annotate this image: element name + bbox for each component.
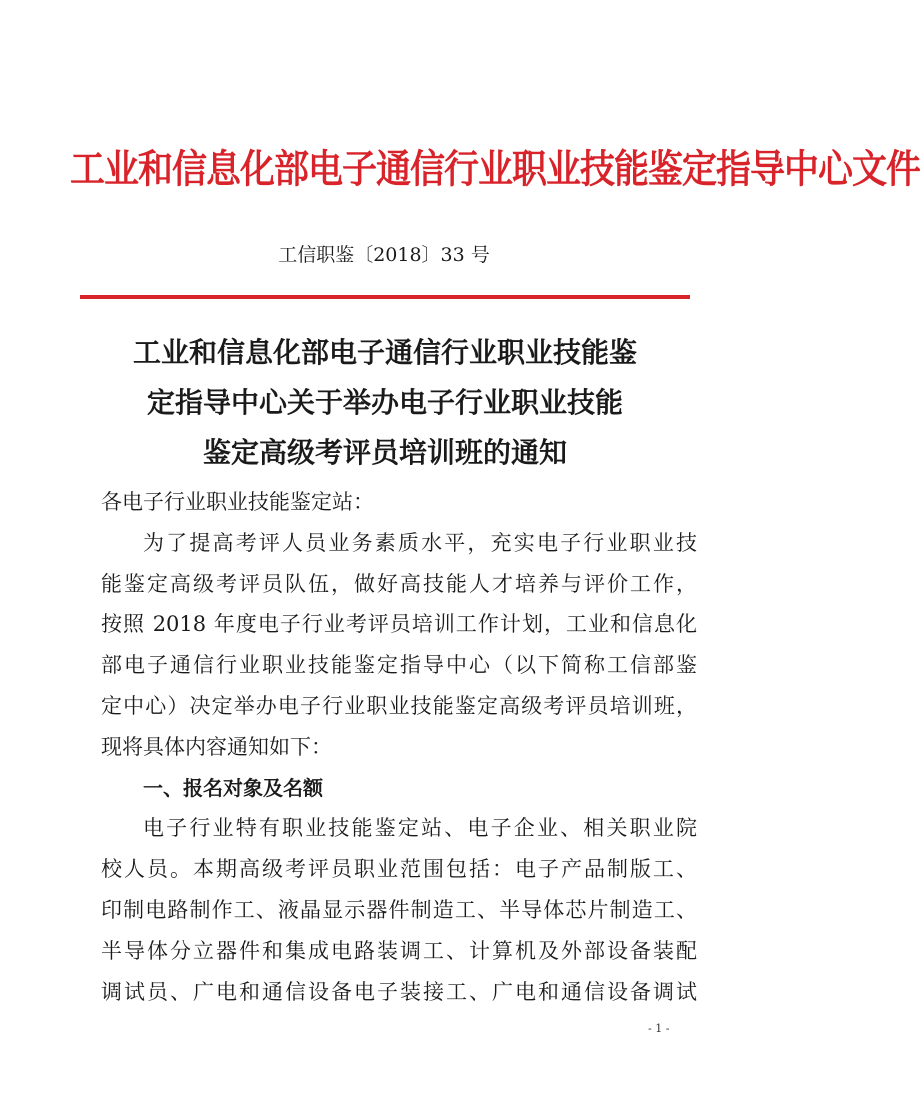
issuing-office-header: 工业和信息化部电子通信行业职业技能鉴定指导中心文件 — [70, 146, 920, 193]
notice-title-line: 定指导中心关于举办电子行业职业技能 — [146, 386, 623, 419]
body-paragraph-line: 能鉴定高级考评员队伍，做好高技能人才培养与评价工作， — [101, 571, 697, 596]
body-paragraph-line: 定中心）决定举办电子行业职业技能鉴定高级考评员培训班， — [101, 693, 697, 718]
red-divider-line — [80, 295, 690, 299]
notice-body — [101, 482, 697, 1012]
notice-title — [80, 328, 690, 478]
notice-title-line: 工业和信息化部电子通信行业职业技能鉴 — [132, 336, 637, 369]
body-paragraph-line: 为了提高考评人员业务素质水平，充实电子行业职业技 — [143, 530, 697, 555]
body-paragraph-line: 印制电路制作工、液晶显示器件制造工、半导体芯片制造工、 — [101, 897, 697, 922]
body-paragraph-line: 按照 2018 年度电子行业考评员培训工作计划，工业和信息化 — [101, 612, 697, 637]
body-paragraph-line: 现将具体内容通知如下： — [101, 734, 332, 759]
body-paragraph-line: 半导体分立器件和集成电路装调工、计算机及外部设备装配 — [101, 938, 697, 963]
document-number: 工信职鉴〔2018〕33 号 — [278, 244, 490, 266]
salutation: 各电子行业职业技能鉴定站： — [101, 490, 374, 514]
body-paragraph-line: 校人员。本期高级考评员职业范围包括：电子产品制版工、 — [101, 857, 697, 882]
body-paragraph-line: 部电子通信行业职业技能鉴定指导中心（以下简称工信部鉴 — [101, 653, 697, 678]
notice-title-line: 鉴定高级考评员培训班的通知 — [202, 436, 567, 469]
body-paragraph-line: 电子行业特有职业技能鉴定站、电子企业、相关职业院 — [143, 816, 697, 841]
body-paragraph-line: 调试员、广电和通信设备电子装接工、广电和通信设备调试 — [101, 979, 697, 1004]
section-heading: 一、报名对象及名额 — [143, 775, 323, 800]
page-number: - 1 - — [648, 1022, 670, 1035]
